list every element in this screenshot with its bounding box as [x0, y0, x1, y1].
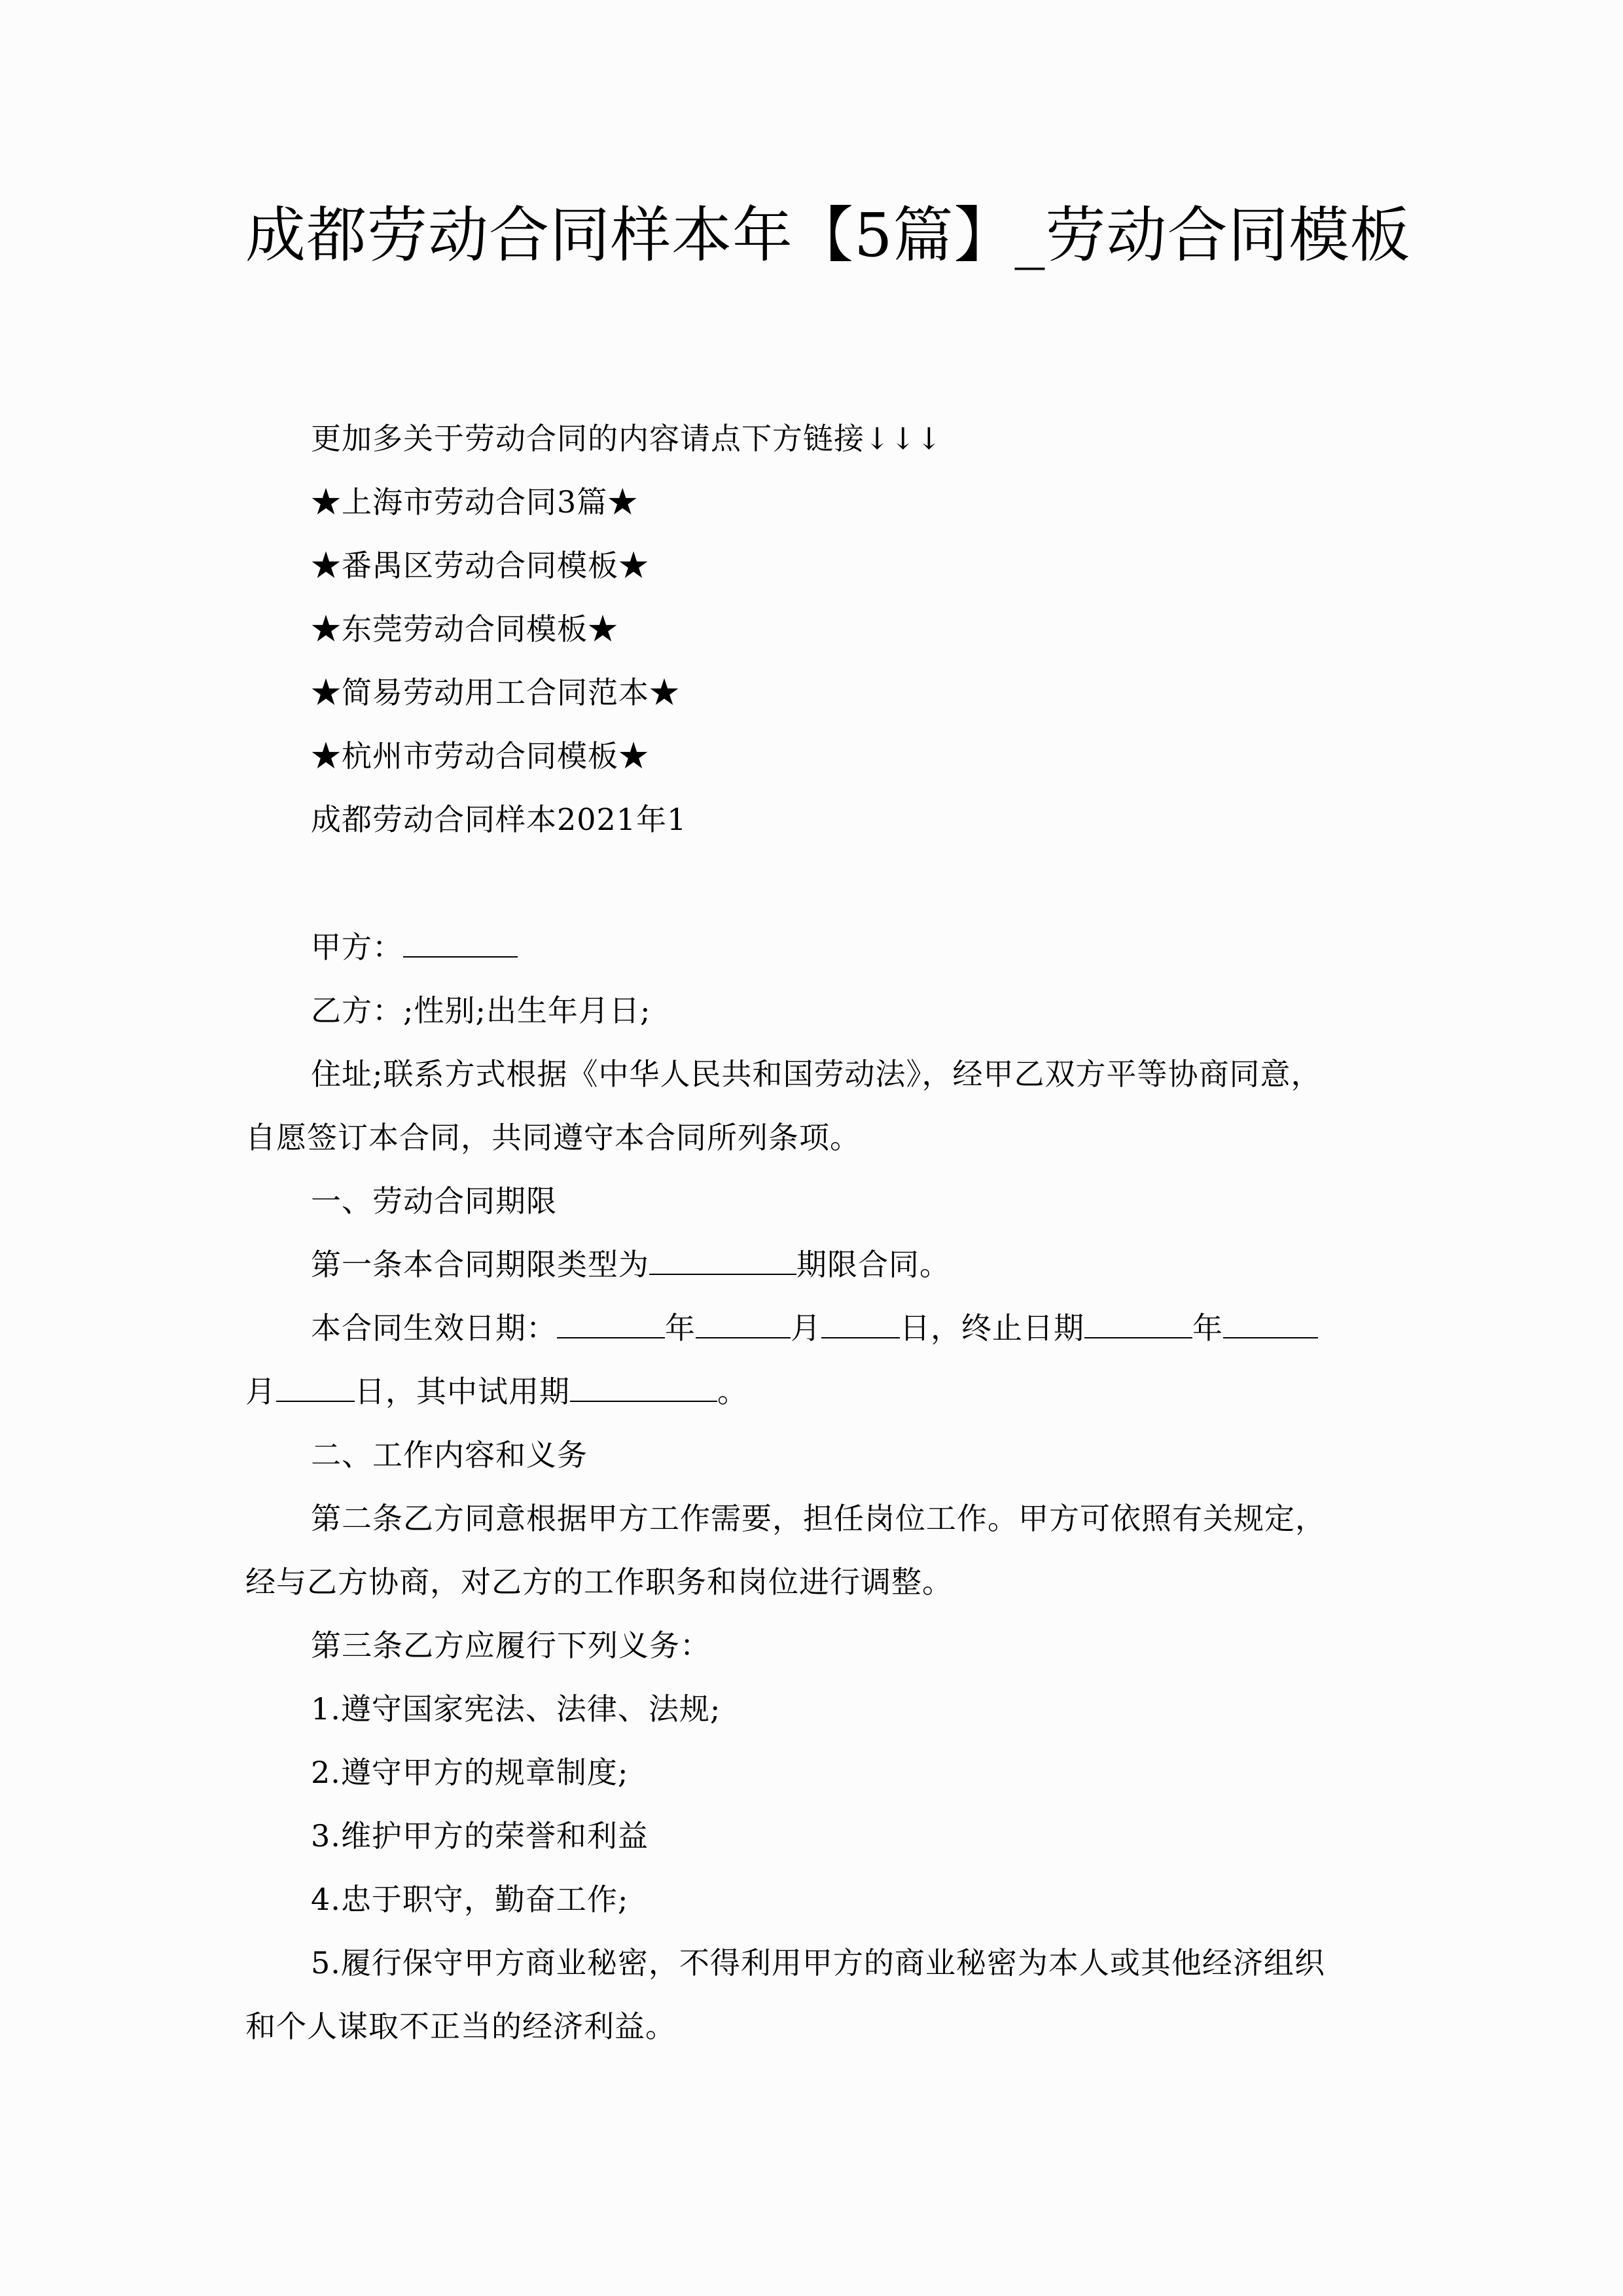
party-a-blank [403, 927, 518, 958]
link-shanghai-contract[interactable]: ★上海市劳动合同3篇★ [311, 484, 639, 520]
end-month-blank [1223, 1308, 1318, 1338]
link-hangzhou-contract[interactable]: ★杭州市劳动合同模板★ [311, 738, 649, 774]
year-label: 年 [665, 1310, 696, 1346]
month-label: 月 [245, 1374, 276, 1409]
party-a-line [311, 927, 518, 967]
document-title: 成都劳动合同样本年【5篇】_劳动合同模板 [245, 200, 1411, 270]
end-date-label: 终止日期 [961, 1310, 1084, 1346]
start-month-blank [696, 1308, 791, 1338]
effective-date-label: 本合同生效日期： [311, 1310, 557, 1346]
effective-date-line [311, 1308, 1318, 1348]
year-label: 年 [1192, 1310, 1223, 1346]
end-year-blank [1084, 1308, 1192, 1338]
party-b-line: 乙方：;性别;出生年月日; [311, 993, 651, 1028]
probation-label: 其中试用期 [416, 1374, 570, 1409]
article-1-text: 第一条本合同期限类型为 [311, 1247, 649, 1282]
probation-blank [570, 1372, 717, 1402]
month-label: 月 [791, 1310, 821, 1346]
duty-item-3: 3.维护甲方的荣誉和利益 [311, 1818, 649, 1854]
link-dongguan-contract[interactable]: ★东莞劳动合同模板★ [311, 611, 618, 647]
address-line-1: 住址;联系方式根据《中华人民共和国劳动法》，经甲乙双方平等协商同意， [311, 1056, 1322, 1092]
article-1 [311, 1245, 950, 1284]
contract-type-blank [649, 1245, 796, 1275]
start-day-blank [821, 1308, 900, 1338]
link-simple-employment-contract[interactable]: ★简易劳动用工合同范本★ [311, 675, 680, 710]
duty-item-5-continued: 和个人谋取不正当的经济利益。 [245, 2009, 676, 2044]
duty-item-1: 1.遵守国家宪法、法律、法规; [311, 1691, 721, 1727]
section-1-heading: 一、劳动合同期限 [311, 1183, 557, 1219]
duty-item-5: 5.履行保守甲方商业秘密，不得利用甲方的商业秘密为本人或其他经济组织 [311, 1945, 1325, 1981]
article-2-line-1: 第二条乙方同意根据甲方工作需要，担任岗位工作。甲方可依照有关规定， [311, 1501, 1326, 1536]
start-year-blank [557, 1308, 665, 1338]
article-1-suffix: 期限合同。 [796, 1247, 950, 1282]
duty-item-4: 4.忠于职守，勤奋工作; [311, 1882, 629, 1917]
subheading: 成都劳动合同样本2021年1 [311, 802, 687, 837]
party-a-label: 甲方： [311, 929, 403, 965]
end-day-blank [276, 1372, 355, 1402]
address-line-2: 自愿签订本合同，共同遵守本合同所列条项。 [245, 1120, 861, 1155]
section-2-heading: 二、工作内容和义务 [311, 1437, 588, 1473]
duty-item-2: 2.遵守甲方的规章制度; [311, 1755, 629, 1790]
day-label: 日， [355, 1374, 416, 1409]
link-panyu-contract[interactable]: ★番禺区劳动合同模板★ [311, 548, 649, 583]
article-3: 第三条乙方应履行下列义务： [311, 1628, 711, 1663]
probation-line [245, 1372, 748, 1411]
day-label: 日， [900, 1310, 961, 1346]
period-mark: 。 [717, 1374, 748, 1409]
intro-text: 更加多关于劳动合同的内容请点下方链接↓↓↓ [311, 421, 942, 456]
article-2-line-2: 经与乙方协商，对乙方的工作职务和岗位进行调整。 [245, 1564, 953, 1600]
